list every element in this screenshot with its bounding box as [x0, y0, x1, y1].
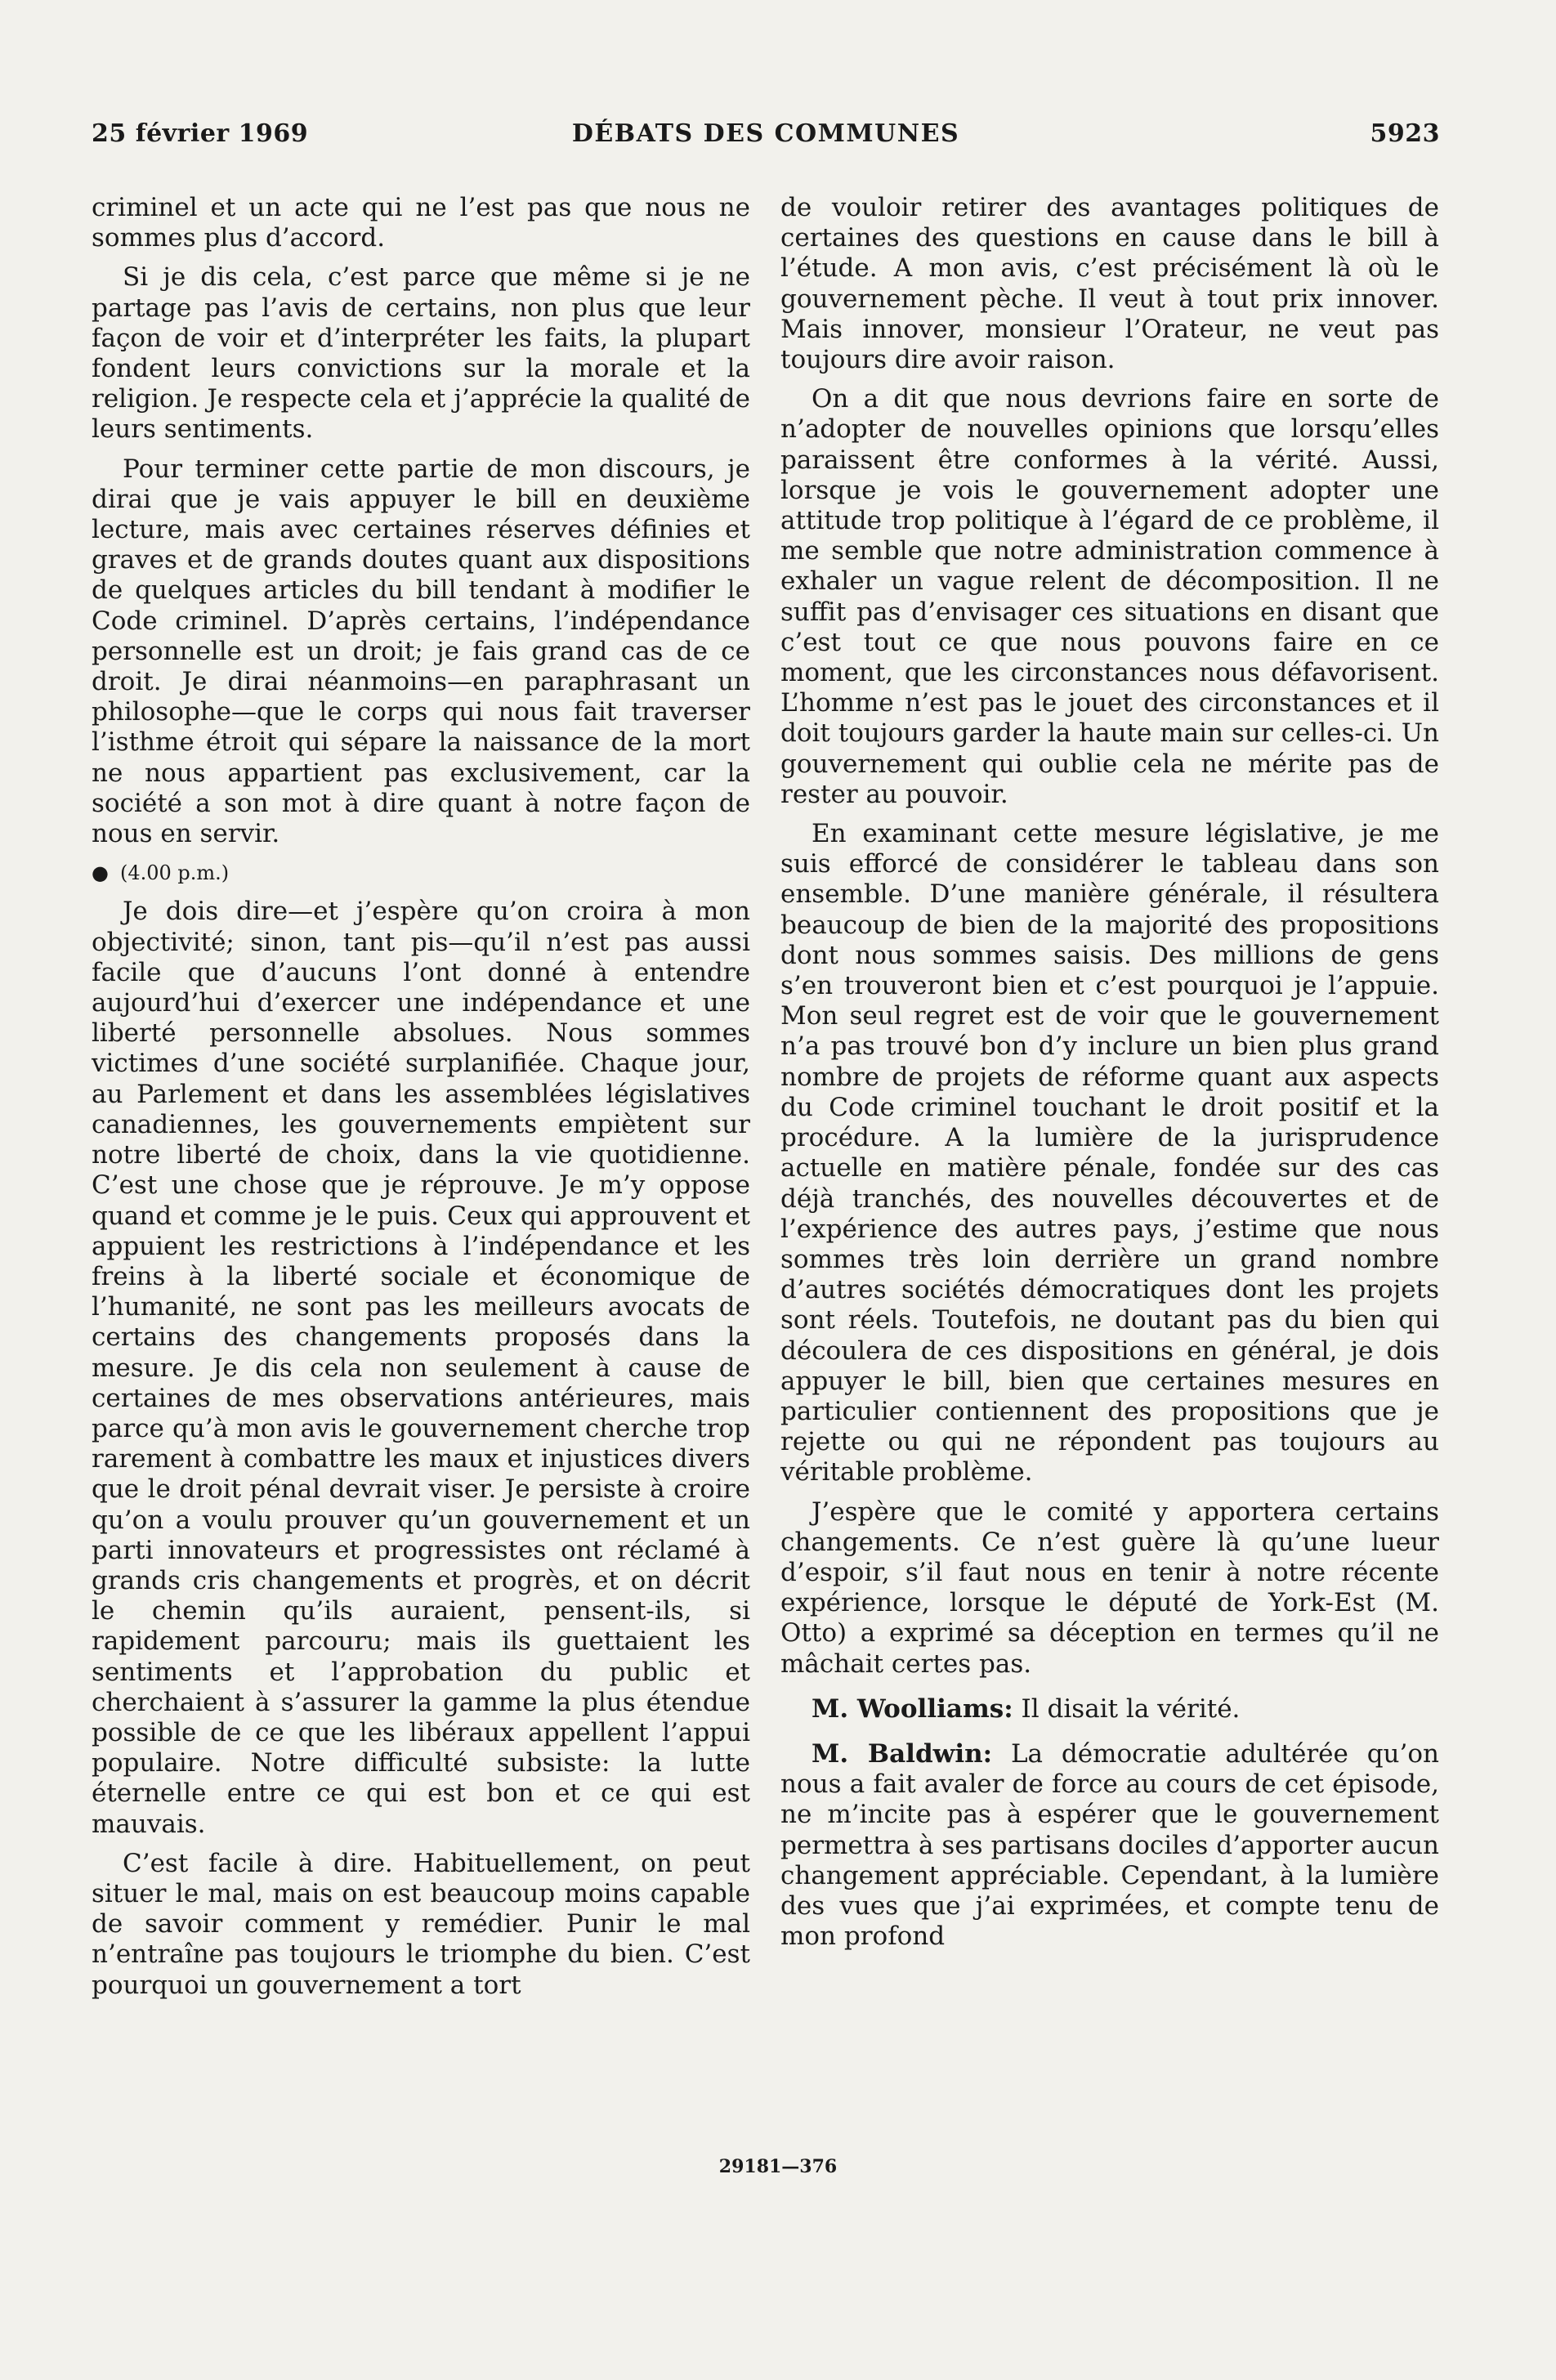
speaker-paragraph	[780, 1694, 1439, 1725]
paragraph: On a dit que nous devrions faire en sorte de n’adopter de nouvelles opinions que lorsqu’elles paraissent être conformes à la vérité. Aussi, lorsque je vois le gouvernement adopter une attitude trop politique à l’égard de ce problème, il me semble que notre administration commence à exhaler un vague relent de décomposition. Il ne suffit pas d’envisager ces situations en disant que c’est tout ce que nous pouvons faire en ce moment, que les circonstances nous défavorisent. L’homme n’est pas le jouet des circonstances et il doit toujours garder la haute main sur celles-ci. Un gouvernement qui oublie cela ne mérite pas de rester au pouvoir.	[780, 384, 1439, 809]
time-marker	[92, 858, 750, 888]
paragraph: En examinant cette mesure législative, je me suis efforcé de considérer le tableau dans son ensemble. D’une manière générale, il résultera beaucoup de bien de la majorité des propositions dont nous sommes saisis. Des millions de gens s’en trouveront bien et c’est pourquoi je l’appuie. Mon seul regret est de voir que le gouvernement n’a pas trouvé bon d’y inclure un bien plus grand nombre de projets de réforme quant aux aspects du Code criminel touchant le droit positif et la procédure. A la lumière de la jurisprudence actuelle en matière pénale, fondée sur des cas déjà tranchés, des nouvelles découvertes et de l’expérience des autres pays, j’estime que nous sommes très loin derrière un grand nombre d’autres sociétés démocratiques dont les projets sont réels. Toutefois, ne doutant pas du bien qui découlera de ces dispositions en général, je dois appuyer le bill, bien que certaines mesures en particulier contiennent des propositions que je rejette ou qui ne répondent pas toujours au véritable problème.	[780, 819, 1439, 1488]
speaker-text: Il disait la vérité.	[1021, 1693, 1241, 1724]
left-column	[92, 193, 750, 2010]
header-page-number: 5923	[1370, 119, 1440, 148]
time-label: (4.00 p.m.)	[119, 861, 230, 885]
bullet-icon: ●	[92, 861, 109, 885]
paragraph: de vouloir retirer des avantages politiques de certaines des questions en cause dans le bill à l’étude. A mon avis, c’est précisément là où le gouvernement pèche. Il veut à tout prix innover. Mais innover, monsieur l’Orateur, ne veut pas toujours dire avoir raison.	[780, 193, 1439, 375]
right-column	[780, 193, 1439, 1961]
paragraph: Pour terminer cette partie de mon discours, je dirai que je vais appuyer le bill en deuxième lecture, mais avec certaines réserves définies et graves et de grands doutes quant aux dispositions de quelques articles du bill tendant à modifier le Code criminel. D’après certains, l’indépendance personnelle est un droit; je fais grand cas de ce droit. Je dirai néanmoins—en paraphrasant un philosophe—que le corps qui nous fait traverser l’isthme étroit qui sépare la naissance de la mort ne nous appartient pas exclusivement, car la société a son mot à dire quant à notre façon de nous en servir.	[92, 454, 750, 849]
header-date: 25 février 1969	[92, 119, 309, 148]
header-title: DÉBATS DES COMMUNES	[571, 119, 960, 148]
paragraph: J’espère que le comité y apportera certains changements. Ce n’est guère là qu’une lueur d’espoir, s’il faut nous en tenir à notre récente expérience, lorsque le député de York-Est (M. Otto) a exprimé sa déception en termes qu’il ne mâchait certes pas.	[780, 1496, 1439, 1679]
speaker-name: M. Baldwin:	[812, 1738, 993, 1769]
paragraph: Je dois dire—et j’espère qu’on croira à mon objectivité; sinon, tant pis—qu’il n’est pas aussi facile que d’aucuns l’ont donné à entendre aujourd’hui d’exercer une indépendance et une liberté personnelle absolues. Nous sommes victimes d’une société surplanifiée. Chaque jour, au Parlement et dans les assemblées législatives canadiennes, les gouvernements empiètent sur notre liberté de choix, dans la vie quotidienne. C’est une chose que je réprouve. Je m’y oppose quand et comme je le puis. Ceux qui approuvent et appuient les restrictions à l’indépendance et les freins à la liberté sociale et économique de l’humanité, ne sont pas les meilleurs avocats de certains des changements proposés dans la mesure. Je dis cela non seulement à cause de certaines de mes observations antérieures, mais parce qu’à mon avis le gouvernement cherche trop rarement à combattre les maux et injustices divers que le droit pénal devrait viser. Je persiste à croire qu’on a voulu prouver qu’un gouvernement et un parti innovateurs et progressistes ont réclamé à grands cris changements et progrès, et on décrit le chemin qu’ils auraient, pensent-ils, si rapidement parcouru; mais ils guettaient les sentiments et l’approbation du public et cherchaient à s’assurer la gamme la plus étendue possible de ce que les libéraux appellent l’appui populaire. Notre difficulté subsiste: la lutte éternelle entre ce qui est bon et ce qui est mauvais.	[92, 897, 750, 1839]
paragraph: criminel et un acte qui ne l’est pas que nous ne sommes plus d’accord.	[92, 193, 750, 253]
speaker-text: La démocratie adultérée qu’on nous a fait avaler de force au cours de cet épisode, ne m’incite pas à espérer que le gouvernement permettra à ses partisans dociles d’apporter aucun changement appréciable. Cependant, à la lumière des vues que j’ai exprimées, et compte tenu de mon profond	[780, 1738, 1440, 1952]
paragraph: C’est facile à dire. Habituellement, on peut situer le mal, mais on est beaucoup moins capable de savoir comment y remédier. Punir le mal n’entraîne pas toujours le triomphe du bien. C’est pourquoi un gouvernement a tort	[92, 1848, 750, 2000]
paragraph: Si je dis cela, c’est parce que même si je ne partage pas l’avis de certains, non plus que leur façon de voir et d’interpréter les faits, la plupart fondent leurs convictions sur la morale et la religion. Je respecte cela et j’apprécie la qualité de leurs sentiments.	[92, 262, 750, 445]
page-header	[92, 119, 1440, 160]
speaker-name: M. Woolliams:	[812, 1693, 1013, 1724]
speaker-paragraph	[780, 1739, 1439, 1952]
page-footer-signature: 29181—376	[718, 2156, 838, 2177]
